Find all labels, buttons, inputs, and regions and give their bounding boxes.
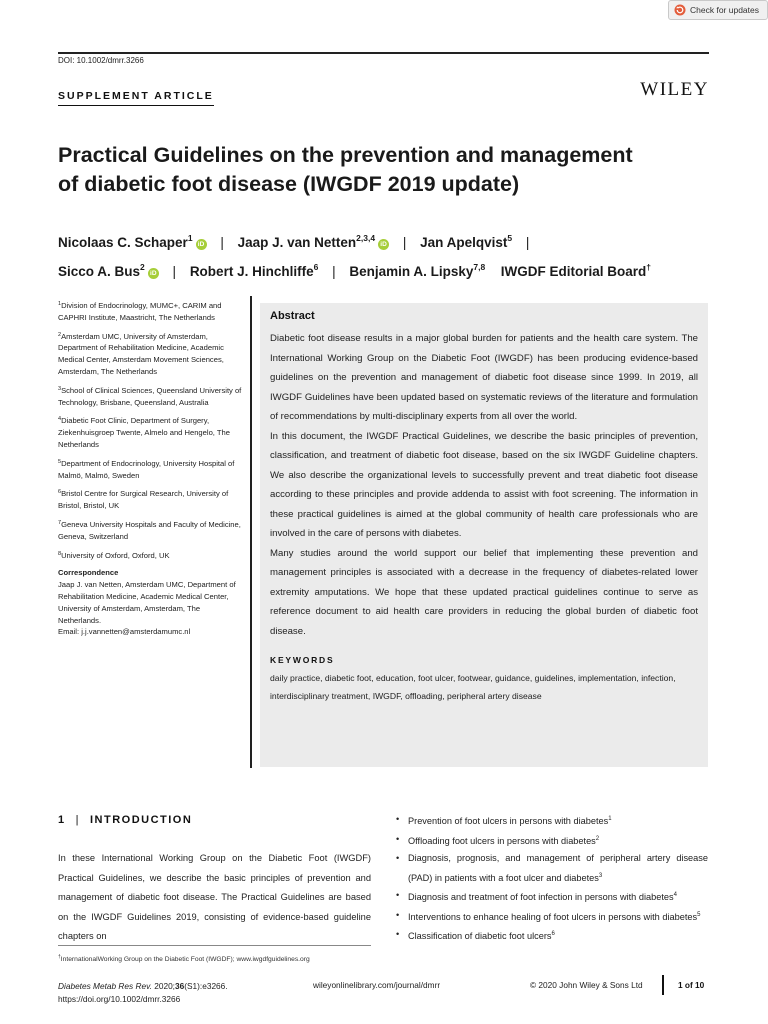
author-separator: |: [172, 264, 177, 279]
list-item: • Diagnosis and treatment of foot infection in persons with diabetes$^4$: [396, 887, 708, 907]
abstract-paragraph: In this document, the IWGDF Practical Guidelines, we describe the basic principles of prevention, classification, and treatment of diabetic foot disease, based on the six IWGDF Guideline chapters. We also describe the organizational levels to successfully prevent and treat diabetic foot disease according to these principles and provide addenda to assist with foot screening. The information in these practical guidelines is aimed at the global community of health care professionals who are involved in the care of persons with diabetes.: [270, 430, 698, 539]
section-number: 1: [58, 814, 66, 826]
author-line-2: [58, 255, 718, 284]
journal-name: Diabetes Metab Res Rev.: [58, 981, 152, 991]
check-updates-label: Check for updates: [690, 5, 759, 15]
reference-link[interactable]: 1: [608, 816, 612, 822]
section-bar: |: [75, 814, 80, 826]
affiliation-item: $^4$Diabetic Foot Clinic, Department of Surgery, Ziekenhuisgroep Twente, Almelo and Hengelo, The Netherlands: [58, 416, 230, 449]
affiliation-item: $^7$Geneva University Hospitals and Faculty of Medicine, Geneva, Switzerland: [58, 519, 241, 541]
abstract-paragraph: Many studies around the world support our belief that implementing these prevention and management principles is associated with a decrease in the frequency of diabetes-related lower extremity amputations. We hope that these updated practical guidelines continue to serve as reference document to aid health care providers in reducing the global burden of diabetic foot disease.: [270, 547, 698, 637]
list-item: • Classification of diabetic foot ulcers$^6$: [396, 926, 708, 946]
footer-citation: Diabetes Metab Res Rev. 2020;36(S1):e3266. https://doi.org/10.1002/dmrr.3266: [58, 981, 228, 1004]
orcid-icon[interactable]: iD: [196, 239, 207, 250]
author-separator: |: [220, 235, 224, 250]
author-name[interactable]: Jaap J. van Netten: [237, 235, 357, 250]
footer-site-link[interactable]: wileyonlinelibrary.com/journal/dmrr: [313, 980, 441, 990]
reference-link[interactable]: 2: [595, 835, 600, 842]
guideline-chapter-list: [396, 811, 708, 946]
check-for-updates-button[interactable]: [668, 0, 768, 20]
author-name[interactable]: Nicolaas C. Schaper: [58, 235, 188, 250]
section-title: INTRODUCTION: [89, 814, 193, 826]
article-type: SUPPLEMENT ARTICLE: [58, 90, 214, 106]
author-list: [58, 226, 718, 284]
abstract-paragraph: Diabetic foot disease results in a major global burden for patients and the health care system. The International Working Group on the Diabetic Foot (IWGDF) has been producing evidence-based guidelines on the prevention and management of diabetic foot disease since 1999. In 2019, all IWGDF Guidelines have been updated based on systematic reviews of the literature and formulation of recommendations by multi-disciplinary experts from all over the world.: [270, 333, 698, 422]
author-separator: |: [525, 235, 530, 250]
list-item: • Diagnosis, prognosis, and management of peripheral artery disease (PAD) in patients with a foot ulcer and diabetes$^3$: [396, 850, 708, 887]
orcid-icon[interactable]: iD: [378, 239, 389, 250]
publisher-logo: WILEY: [640, 79, 709, 100]
reference-link[interactable]: 6: [551, 931, 555, 937]
author-separator: |: [332, 264, 336, 279]
title-line-1: Practical Guidelines on the prevention and management: [58, 143, 633, 167]
orcid-icon[interactable]: iD: [148, 268, 159, 279]
author-affil-ref: 2: [140, 262, 145, 272]
author-affil-ref: 2,3,4: [356, 233, 376, 243]
affiliation-item: $^2$Amsterdam UMC, University of Amsterdam, Department of Rehabilitation Medicine, Academic Medical Center, Amsterdam Movement Sciences, Amsterdam, The Netherlands: [58, 331, 224, 376]
footer-doi-link[interactable]: https://doi.org/10.1002/dmrr.3266: [58, 994, 181, 1004]
author-affil-ref: 5: [507, 233, 513, 243]
affiliation-item: $^6$Bristol Centre for Surgical Research, University of Bristol, Bristol, UK: [58, 489, 229, 511]
reference-link[interactable]: 3: [598, 872, 603, 879]
section-heading: [58, 814, 192, 826]
affiliation-item: $^5$Department of Endocrinology, University Hospital of Malmö, Malmö, Sweden: [58, 458, 235, 480]
affiliations: [58, 299, 244, 638]
reference-link[interactable]: 4: [673, 892, 677, 898]
footnote-rule: [58, 945, 371, 946]
abstract-heading: Abstract: [270, 310, 315, 322]
page-number: 1 of 10: [678, 980, 705, 990]
correspondence-heading: Correspondence: [58, 568, 119, 578]
doi-text: DOI: 10.1002/dmrr.3266: [58, 56, 144, 65]
header-rule: [58, 52, 709, 54]
reference-link[interactable]: 5: [697, 911, 701, 918]
affiliation-item: $^1$Division of Endocrinology, MUMC+, CARIM and CAPHRI Institute, Maastricht, The Netherlands: [58, 301, 222, 322]
article-title: [58, 141, 698, 199]
author-name[interactable]: Benjamin A. Lipsky: [349, 264, 474, 279]
column-divider: [250, 296, 252, 768]
author-name[interactable]: Sicco A. Bus: [58, 264, 141, 279]
correspondence-email[interactable]: Email: j.j.vannetten@amsterdamumc.nl: [58, 627, 191, 637]
footer-separator: [662, 975, 664, 995]
affiliation-item: $^8$University of Oxford, Oxford, UK: [58, 550, 170, 560]
correspondence-text: Jaap J. van Netten, Amsterdam UMC, Department of Rehabilitation Medicine, Academic Medical Center, University of Amsterdam, Amsterdam, The Netherlands.: [58, 580, 236, 625]
list-item: • Prevention of foot ulcers in persons with diabetes$^1$: [396, 811, 708, 831]
list-item: • Interventions to enhance healing of foot ulcers in persons with diabetes$^5$: [396, 907, 708, 927]
author-affil-ref: 1: [187, 233, 193, 243]
footer-copyright: © 2020 John Wiley & Sons Ltd: [530, 980, 643, 990]
author-affil-ref: 6: [313, 262, 319, 272]
list-item: • Offloading foot ulcers in persons with diabetes$^2$: [396, 831, 708, 851]
author-separator: |: [402, 235, 407, 250]
keywords-heading: KEYWORDS: [270, 655, 335, 665]
author-name[interactable]: Robert J. Hinchliffe: [189, 264, 314, 279]
author-affil-ref: 7,8: [473, 262, 486, 272]
intro-paragraph: In these International Working Group on the Diabetic Foot (IWGDF) Practical Guidelines, we describe the basic principles of prevention and management of diabetic foot disease. The Practical Guidelines are based on the IWGDF Guidelines 2019, consisting of evidence-based guideline chapters on: [58, 853, 371, 942]
abstract-box: [260, 303, 708, 767]
author-name[interactable]: IWGDF Editorial Board: [500, 264, 647, 279]
author-name[interactable]: Jan Apelqvist: [420, 235, 508, 250]
author-affil-ref: †: [646, 262, 651, 272]
footnote: †InternationalWorking Group on the Diabetic Foot (IWGDF); www.iwgdfguidelines.org: [58, 954, 310, 963]
refresh-icon: [674, 4, 686, 16]
author-line-1: [58, 226, 718, 255]
affiliation-item: $^3$School of Clinical Sciences, Queensland University of Technology, Brisbane, Queensland, Australia: [58, 385, 242, 407]
keywords-text: daily practice, diabetic foot, education, foot ulcer, footwear, guidance, guidelines, implementation, infection, interdisciplinary treatment, IWGDF, offloading, peripheral artery disease: [270, 673, 676, 701]
title-line-2: of diabetic foot disease (IWGDF 2019 update): [58, 172, 520, 196]
